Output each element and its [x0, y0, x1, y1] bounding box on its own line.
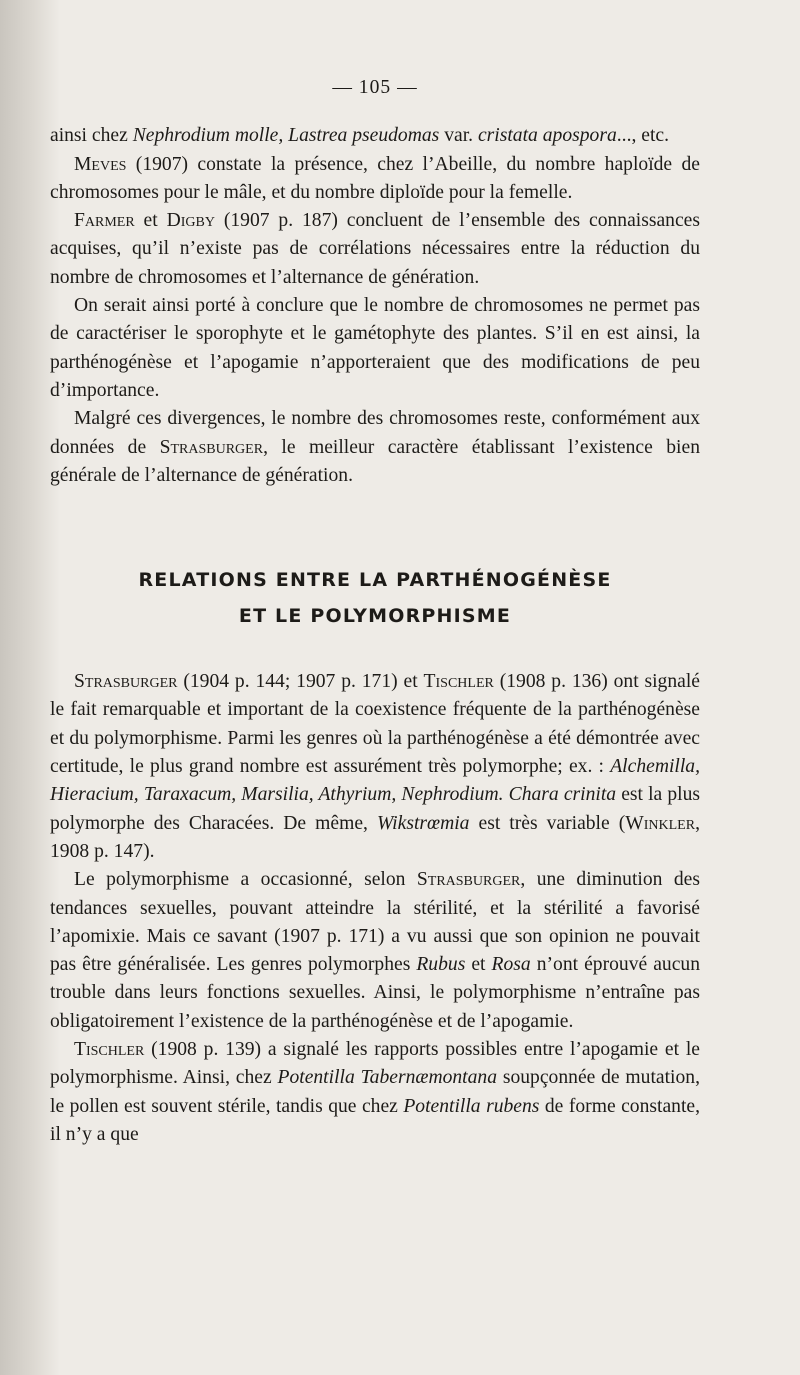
- text-run: (1904 p. 144; 1907 p. 171) et: [177, 671, 424, 693]
- text-run: var.: [439, 125, 478, 147]
- author-name: Tischler: [423, 671, 494, 693]
- text-run: et: [465, 954, 492, 976]
- text-run: de forme constante, il n’y a que: [50, 1095, 700, 1145]
- author-name: Strasburger: [416, 869, 521, 891]
- author-name: Strasburger: [159, 436, 264, 458]
- paragraph: [50, 866, 700, 1036]
- paragraph: [50, 122, 700, 150]
- section-heading: [50, 562, 700, 634]
- paragraph: [50, 292, 700, 405]
- text-run: (1908 p. 139) a signalé les rapports possibles entre l’apogamie et le polymorphisme. Ainsi, chez: [50, 1039, 700, 1089]
- author-name: Strasburger: [74, 671, 178, 693]
- text-run: est très variable (: [469, 812, 626, 834]
- book-page: [50, 74, 700, 1149]
- text-run: n’ont éprouvé aucun trouble dans leurs fonctions sexuelles. Ainsi, le polymorphisme n’entraîne pas obligatoirement l’existence de la parthénogénèse et de l’apogamie.: [50, 954, 701, 1032]
- text-run: (1908 p. 136) ont signalé le fait remarquable et important de la coexistence fréquente de la parthénogénèse et du polymorphisme. Parmi les genres où la parthénogénèse a été démontrée avec certitude, le plus grand nombre est assurément très polymorphe; ex. :: [50, 671, 700, 778]
- text-block-top: [50, 122, 700, 490]
- text-run: , le meilleur caractère établissant l’existence bien générale de l’alternance de génération.: [50, 436, 700, 486]
- author-name: Tischler: [74, 1039, 145, 1061]
- italic-text: Rubus: [416, 954, 466, 976]
- author-name: Meves: [74, 153, 127, 175]
- text-run: est la plus polymorphe des Characées. De même,: [50, 784, 700, 834]
- italic-text: cristata apospora: [477, 125, 617, 147]
- italic-text: Potentilla Tabernæmontana: [277, 1067, 498, 1089]
- text-run: Malgré ces divergences, le nombre des chromosomes reste, conformément aux données de: [50, 408, 700, 458]
- text-run: soupçonnée de mutation, le pollen est souvent stérile, tandis que chez: [50, 1067, 700, 1117]
- text-run: et: [134, 210, 167, 232]
- text-block-bottom: [50, 668, 700, 1149]
- italic-text: Potentilla rubens: [403, 1095, 540, 1117]
- paragraph: [50, 405, 700, 490]
- text-run: , une diminution des tendances sexuelles, pouvant atteindre la stérilité, et la stérilité a favorisé l’apomixie. Mais ce savant (1907 p. 171) a vu aussi que son opinion ne pouvait pas être généralisée. Les genres polymorphes: [50, 869, 700, 976]
- text-run: (1907 p. 187) concluent de l’ensemble des connaissances acquises, qu’il n’existe pas de corrélations nécessaires entre la réduction du nombre de chromosomes et l’alternance de génération.: [50, 210, 700, 288]
- text-run: , 1908 p. 147).: [50, 812, 700, 862]
- text-run: Le polymorphisme a occasionné, selon: [74, 869, 417, 891]
- paragraph: [50, 207, 700, 292]
- italic-text: Alchemilla, Hieracium, Taraxacum, Marsilia, Athyrium, Nephrodium. Chara crinita: [50, 756, 700, 806]
- section-heading-line: ET LE POLYMORPHISME: [238, 605, 512, 628]
- text-run: (1907) constate la présence, chez l’Abeille, du nombre haploïde de chromosomes pour le mâle, et du nombre diploïde pour la femelle.: [50, 153, 700, 203]
- italic-text: Nephrodium molle, Lastrea pseudomas: [132, 125, 440, 147]
- paragraph: [50, 151, 700, 208]
- author-name: Winkler: [625, 812, 696, 834]
- text-run: On serait ainsi porté à conclure que le nombre de chromosomes ne permet pas de caractériser le sporophyte et le gamétophyte des plantes. S’il en est ainsi, la parthénogénèse et l’apogamie n’apporteraient que des modifications de peu d’importance.: [50, 295, 700, 401]
- author-name: Farmer: [74, 210, 135, 232]
- section-heading-line: RELATIONS ENTRE LA PARTHÉNOGÉNÈSE: [138, 569, 612, 592]
- paragraph: [50, 1036, 700, 1149]
- italic-text: Wikstrœmia: [376, 812, 470, 834]
- page-number: — 105 —: [332, 77, 418, 98]
- text-run: ainsi chez: [50, 125, 133, 147]
- paragraph: [50, 668, 700, 866]
- author-name: Digby: [166, 210, 215, 232]
- text-run: ..., etc.: [616, 125, 669, 147]
- italic-text: Rosa: [491, 954, 531, 976]
